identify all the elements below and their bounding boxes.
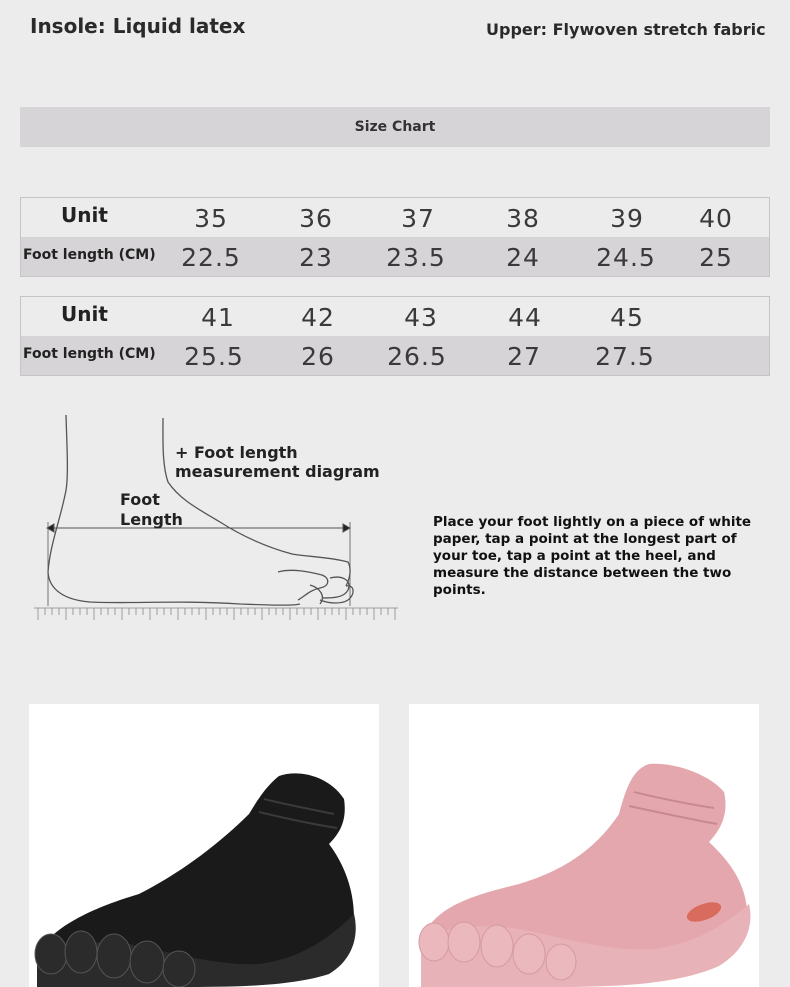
size-cell: 39 [610, 204, 644, 233]
foot-length-annotation [120, 490, 183, 530]
size-row [21, 297, 769, 336]
length-cell: 23 [299, 243, 333, 272]
measurement-instructions: Place your foot lightly on a piece of white paper, tap a point at the longest part of your toe, tap a point at the heel, and measure the distance between the two points. [433, 514, 752, 598]
length-cell: 27 [507, 342, 541, 371]
upper-spec: Upper: Flywoven stretch fabric [486, 20, 766, 39]
length-cell: 25.5 [184, 342, 244, 371]
length-cell: 24 [506, 243, 540, 272]
size-cell: 45 [610, 303, 644, 332]
size-cell: 44 [508, 303, 542, 332]
diagram-title [175, 443, 380, 481]
size-cell: 40 [699, 204, 733, 233]
length-cell: 27.5 [595, 342, 655, 371]
length-cell [676, 336, 756, 375]
size-cell: 43 [404, 303, 438, 332]
size-cell: 35 [194, 204, 228, 233]
unit-label: Unit [61, 302, 108, 326]
foot-length-label: Foot length (CM) [23, 346, 156, 362]
pink-toe-shoe-icon [409, 704, 759, 987]
measure-arrow [47, 522, 350, 606]
insole-spec: Insole: Liquid latex [30, 14, 246, 38]
foot-label-line1: Foot [120, 490, 160, 509]
size-cell: 36 [299, 204, 333, 233]
length-cell: 23.5 [386, 243, 446, 272]
size-chart-title: Size Chart [354, 119, 436, 135]
size-row [21, 198, 769, 237]
ruler-icon [34, 608, 398, 620]
length-cell: 24.5 [596, 243, 656, 272]
length-cell: 26 [301, 342, 335, 371]
length-cell: 25 [699, 243, 733, 272]
size-table-1 [20, 197, 770, 277]
product-photo-pink [409, 704, 759, 987]
size-cell: 37 [401, 204, 435, 233]
unit-label: Unit [61, 203, 108, 227]
size-cell [686, 297, 746, 336]
length-row [21, 336, 769, 375]
size-table-2 [20, 296, 770, 376]
size-cell: 42 [301, 303, 335, 332]
length-cell: 22.5 [181, 243, 241, 272]
length-cell: 26.5 [387, 342, 447, 371]
size-cell: 38 [506, 204, 540, 233]
diagram-title-line1: + Foot length [175, 443, 298, 462]
product-photo-black [29, 704, 379, 987]
size-chart-title-bar [20, 107, 770, 147]
diagram-title-line2: measurement diagram [175, 462, 380, 481]
length-row [21, 237, 769, 276]
foot-label-line2: Length [120, 510, 183, 529]
size-cell: 41 [201, 303, 235, 332]
foot-length-label: Foot length (CM) [23, 247, 156, 263]
black-toe-shoe-icon [29, 704, 379, 987]
